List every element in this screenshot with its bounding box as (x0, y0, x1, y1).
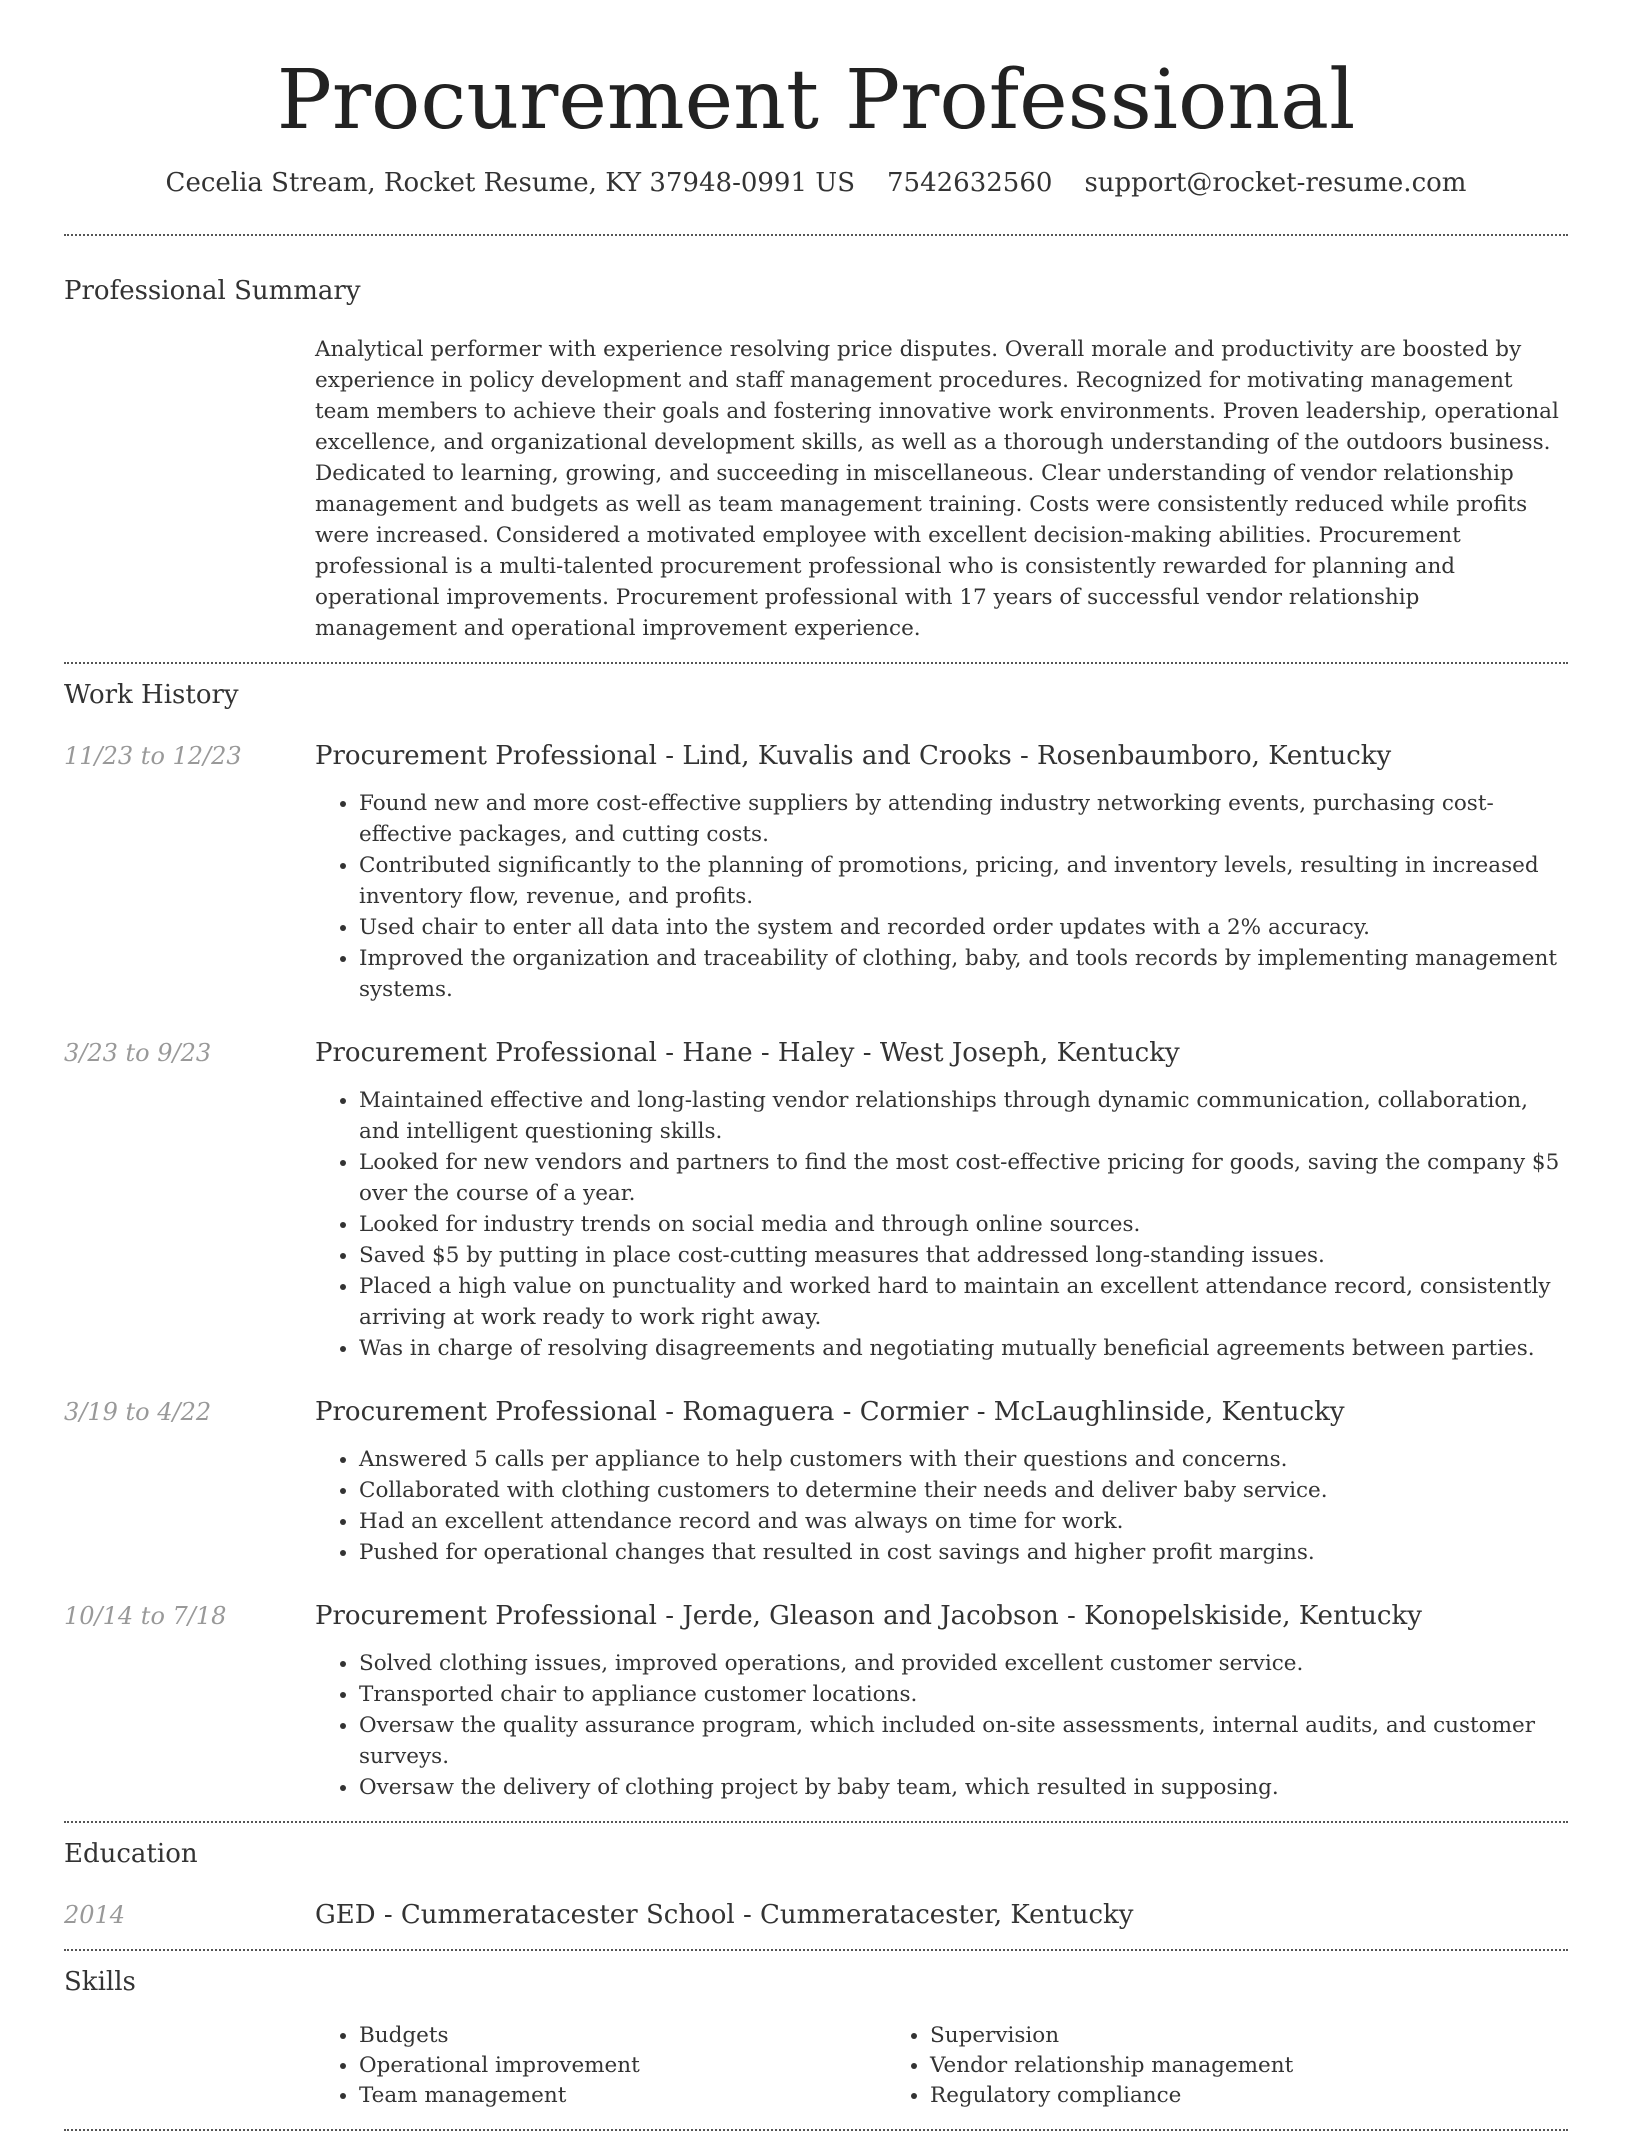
skills-column-right (886, 2021, 1457, 2111)
skill-item: • Regulatory compliance (930, 2081, 1457, 2111)
skill-item: • Operational improvement (359, 2051, 886, 2081)
job-bullets (315, 1085, 1568, 1364)
skills-heading: Skills (64, 1967, 136, 1998)
divider (64, 1949, 1568, 1951)
job-bullet: • Oversaw the quality assurance program, which included on-site assessments, internal audits, and customer surveys. (359, 1710, 1568, 1772)
skills-list (315, 2021, 1568, 2111)
education-year: 2014 (64, 1901, 126, 1930)
resume-name: Procurement Professional (276, 53, 1356, 148)
job-entry (64, 1396, 1568, 1568)
job-bullets (315, 1648, 1568, 1803)
job-dates: 3/23 to 9/23 (64, 1039, 212, 1068)
job-bullet: • Oversaw the delivery of clothing project by baby team, which resulted in supposing. (359, 1772, 1568, 1803)
skill-item: • Team management (359, 2081, 886, 2111)
contact-address: Cecelia Stream, Rocket Resume, KY 37948-0991 US (165, 168, 856, 199)
job-bullet: • Transported chair to appliance customer locations. (359, 1679, 1568, 1710)
job-bullet: • Saved $5 by putting in place cost-cutting measures that addressed long-standing issues. (359, 1240, 1568, 1271)
job-bullet: • Was in charge of resolving disagreements and negotiating mutually beneficial agreements between parties. (359, 1333, 1568, 1364)
skill-item: • Supervision (930, 2021, 1457, 2051)
job-bullets (315, 788, 1568, 1005)
job-entry (64, 1600, 1568, 1821)
job-bullet: • Looked for new vendors and partners to find the most cost-effective pricing for goods, saving the company $5 over the course of a year. (359, 1147, 1568, 1209)
education-detail: GED - Cummeratacester School - Cummeratacester, Kentucky (315, 1900, 1134, 1931)
job-bullet: • Had an excellent attendance record and was always on time for work. (359, 1506, 1568, 1537)
job-entry (64, 1037, 1568, 1364)
job-heading: Procurement Professional - Hane - Haley - West Joseph, Kentucky (315, 1038, 1180, 1069)
skills-column-left (315, 2021, 886, 2111)
job-dates: 10/14 to 7/18 (64, 1602, 227, 1631)
job-heading: Procurement Professional - Lind, Kuvalis and Crooks - Rosenbaumboro, Kentucky (315, 741, 1392, 772)
work-history-heading: Work History (64, 680, 239, 711)
job-bullet: • Pushed for operational changes that resulted in cost savings and higher profit margins. (359, 1537, 1568, 1568)
education-entry (64, 1899, 1568, 1931)
job-bullet: • Looked for industry trends on social media and through online sources. (359, 1209, 1568, 1240)
skill-item: • Vendor relationship management (930, 2051, 1457, 2081)
job-bullet: • Improved the organization and traceability of clothing, baby, and tools records by implementing management systems. (359, 943, 1568, 1005)
job-bullet: • Collaborated with clothing customers to determine their needs and deliver baby service. (359, 1475, 1568, 1506)
job-dates: 3/19 to 4/22 (64, 1398, 212, 1427)
summary-heading: Professional Summary (64, 276, 361, 307)
contact-line (64, 168, 1568, 198)
job-bullets (315, 1444, 1568, 1568)
job-bullet: • Maintained effective and long-lasting vendor relationships through dynamic communication, collaboration, and intelligent questioning skills. (359, 1085, 1568, 1147)
job-bullet: • Found new and more cost-effective suppliers by attending industry networking events, purchasing cost-effective packages, and cutting costs. (359, 788, 1568, 850)
job-bullet: • Contributed significantly to the planning of promotions, pricing, and inventory levels, resulting in increased inventory flow, revenue, and profits. (359, 850, 1568, 912)
divider (64, 1821, 1568, 1823)
summary-text: Analytical performer with experience resolving price disputes. Overall morale and productivity are boosted by experience in policy development and staff management procedures. Recognized for motivating management team members to achieve their goals and fostering innovative work environments. Proven leadership, operational excellence, and organizational development skills, as well as a thorough understanding of the outdoors business. Dedicated to learning, growing, and succeeding in miscellaneous. Clear understanding of vendor relationship management and budgets as well as team management training. Costs were consistently reduced while profits were increased. Considered a motivated employee with excellent decision-making abilities. Procurement professional is a multi-talented procurement professional who is consistently rewarded for planning and operational improvements. Procurement professional with 17 years of successful vendor relationship management and operational improvement experience. (315, 337, 1559, 642)
skill-item: • Budgets (359, 2021, 886, 2051)
job-heading: Procurement Professional - Romaguera - Cormier - McLaughlinside, Kentucky (315, 1397, 1345, 1428)
job-dates: 11/23 to 12/23 (64, 742, 242, 771)
job-bullet: • Answered 5 calls per appliance to help customers with their questions and concerns. (359, 1444, 1568, 1475)
contact-email: support@rocket-resume.com (1084, 168, 1467, 199)
job-bullet: • Used chair to enter all data into the system and recorded order updates with a 2% accuracy. (359, 912, 1568, 943)
divider (64, 234, 1568, 236)
divider (64, 662, 1568, 664)
contact-phone: 7542632560 (887, 168, 1053, 199)
job-bullet: • Solved clothing issues, improved operations, and provided excellent customer service. (359, 1648, 1568, 1679)
job-entry (64, 740, 1568, 1005)
job-heading: Procurement Professional - Jerde, Gleason and Jacobson - Konopelskiside, Kentucky (315, 1601, 1422, 1632)
job-bullet: • Placed a high value on punctuality and worked hard to maintain an excellent attendance record, consistently arriving at work ready to work right away. (359, 1271, 1568, 1333)
education-heading: Education (64, 1839, 198, 1870)
